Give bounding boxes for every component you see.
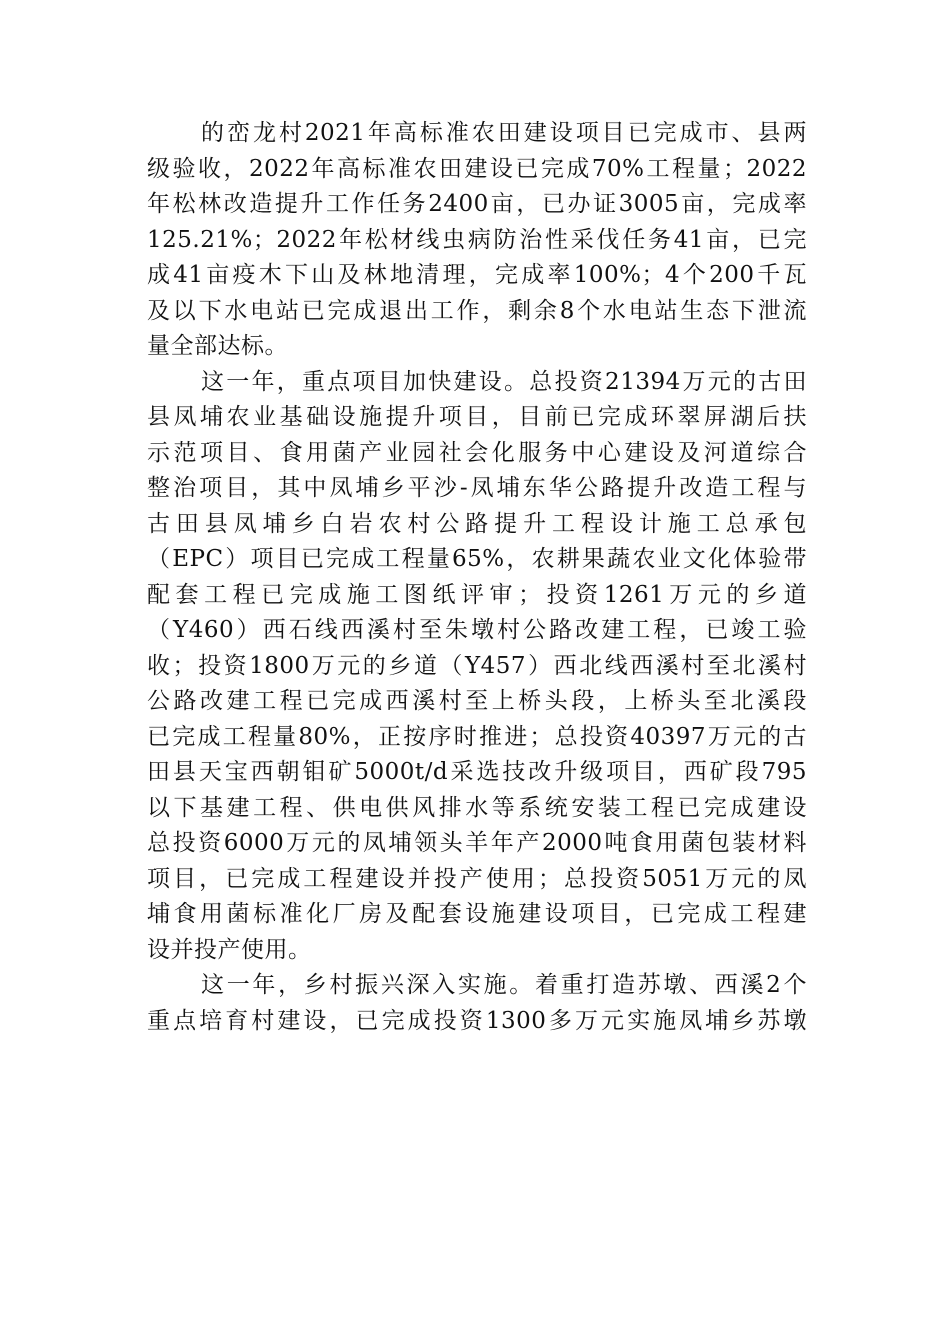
text-line: 已完成工程量80%，正按序时推进；总投资40397万元的古 [147, 723, 807, 750]
text-line: 125.21%；2022年松材线虫病防治性采伐任务41亩，已完 [147, 226, 807, 253]
text-line: 以下基建工程、供电供风排水等系统安装工程已完成建设 [147, 794, 807, 821]
text-line: 示范项目、食用菌产业园社会化服务中心建设及河道综合 [147, 439, 807, 466]
text-line: 设并投产使用。 [147, 936, 312, 963]
text-line: 的峦龙村2021年高标准农田建设项目已完成市、县两 [201, 120, 807, 146]
text-line: 成41亩疫木下山及林地清理，完成率100%；4个200千瓦 [147, 262, 807, 288]
text-line: （Y460）西石线西溪村至朱墩村公路改建工程，已竣工验 [147, 617, 807, 643]
text-line: 总投资6000万元的凤埔领头羊年产2000吨食用菌包装材料 [147, 830, 807, 856]
paragraph-key-projects [147, 365, 807, 969]
text-line: 田县天宝西朝钼矿5000t/d采选技改升级项目，西矿段795 [147, 759, 807, 785]
text-line: 县凤埔农业基础设施提升项目，目前已完成环翠屏湖后扶 [147, 404, 807, 430]
text-line: 配套工程已完成施工图纸评审；投资1261万元的乡道 [147, 581, 807, 608]
text-line: （EPC）项目已完成工程量65%，农耕果蔬农业文化体验带 [147, 546, 807, 572]
text-line: 级验收，2022年高标准农田建设已完成70%工程量；2022 [147, 155, 807, 182]
text-line: 埔食用菌标准化厂房及配套设施建设项目，已完成工程建 [147, 901, 807, 927]
paragraph-rural-revitalization [147, 968, 807, 1039]
text-line: 公路改建工程已完成西溪村至上桥头段，上桥头至北溪段 [147, 688, 807, 714]
text-line: 量全部达标。 [147, 333, 288, 359]
text-line: 这一年，乡村振兴深入实施。着重打造苏墩、西溪2个 [201, 972, 807, 998]
text-line: 古田县凤埔乡白岩农村公路提升工程设计施工总承包 [147, 510, 807, 537]
text-line: 年松林改造提升工作任务2400亩，已办证3005亩，完成率 [147, 191, 807, 217]
body-text [147, 116, 807, 1039]
text-line: 项目，已完成工程建设并投产使用；总投资5051万元的凤 [147, 865, 807, 892]
text-line: 这一年，重点项目加快建设。总投资21394万元的古田 [201, 368, 807, 395]
text-line: 整治项目，其中凤埔乡平沙-凤埔东华公路提升改造工程与 [147, 475, 807, 501]
paragraph-farmland-forestry [147, 116, 807, 365]
text-line: 及以下水电站已完成退出工作，剩余8个水电站生态下泄流 [147, 297, 807, 324]
text-line: 重点培育村建设，已完成投资1300多万元实施凤埔乡苏墩 [147, 1007, 807, 1034]
text-line: 收；投资1800万元的乡道（Y457）西北线西溪村至北溪村 [147, 652, 807, 679]
